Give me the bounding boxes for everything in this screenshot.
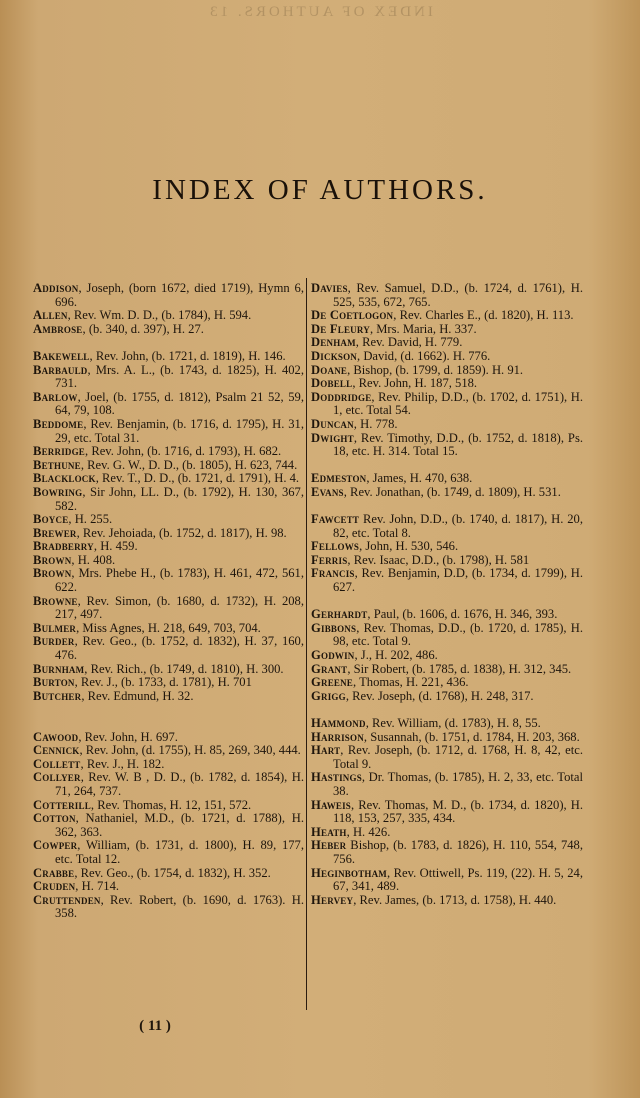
author-name: Dickson	[311, 348, 358, 363]
entry-spacer	[311, 703, 583, 717]
entry-details: , Rev. James, (b. 1713, d. 1758), H. 440.	[353, 892, 557, 907]
index-entry	[311, 336, 583, 350]
entry-details: , Rev. Thomas, D.D., (b. 1720, d. 1785), H. 98, etc. Total 9.	[333, 620, 583, 649]
author-name: Collett	[33, 756, 81, 771]
entry-details: Bishop, (b. 1783, d. 1826), H. 110, 554, 748, 756.	[333, 838, 583, 866]
index-entry	[311, 432, 583, 459]
entry-details: , Rev. Thomas, H. 12, 151, 572.	[90, 797, 252, 812]
entry-details: , Rev. Benjamin, D.D, (b. 1734, d. 1799), H. 627.	[333, 566, 583, 595]
index-entry	[33, 676, 304, 690]
index-entry	[33, 350, 304, 364]
author-name: De Coetlogon	[311, 308, 394, 323]
index-entry	[311, 676, 583, 690]
index-entry	[33, 418, 304, 445]
entry-details: , Rev. Edmund, H. 32.	[81, 688, 194, 703]
author-name: Brown	[33, 552, 72, 567]
index-entry	[33, 758, 304, 772]
author-name: Cennick	[33, 743, 80, 758]
entry-details: , James, H. 470, 638.	[366, 471, 473, 486]
entry-spacer	[311, 595, 583, 609]
index-entry	[311, 350, 583, 364]
index-entry	[311, 771, 583, 798]
author-name: Crabbe	[33, 865, 75, 880]
index-entry	[33, 391, 304, 418]
entry-details: , Rev. G. W., D. D., (b. 1805), H. 623, 744.	[80, 457, 298, 472]
index-entry	[311, 377, 583, 391]
index-entry	[311, 540, 583, 554]
entry-spacer	[33, 336, 304, 350]
author-name: Francis	[311, 566, 355, 581]
index-entry	[33, 839, 304, 866]
author-name: Heginbotham	[311, 865, 388, 880]
author-name: Burder	[33, 634, 75, 649]
index-entry	[311, 282, 583, 309]
entry-details: , David, (d. 1662). H. 776.	[357, 348, 491, 363]
entry-details: , Rev. Samuel, D.D., (b. 1724, d. 1761), H. 525, 535, 672, 765.	[333, 281, 583, 309]
author-name: Haweis	[311, 797, 352, 812]
author-name: Heber	[311, 838, 347, 853]
index-entry	[311, 799, 583, 826]
index-entry	[33, 567, 304, 594]
index-entry	[33, 459, 304, 473]
entry-details: , Dr. Thomas, (b. 1785), H. 2, 33, etc. Total 38.	[333, 770, 583, 798]
index-entry	[311, 663, 583, 677]
index-entry	[33, 663, 304, 677]
index-entry	[311, 418, 583, 432]
index-entry	[33, 894, 304, 921]
index-entry	[33, 540, 304, 554]
index-entry	[311, 567, 583, 594]
author-name: Denham	[311, 335, 356, 350]
author-name: Edmeston	[311, 471, 367, 486]
entry-details: , Rev. Timothy, D.D., (b. 1752, d. 1818), Ps. 18, etc. H. 314. Total 15.	[333, 430, 583, 459]
author-name: Brewer	[33, 525, 77, 540]
entry-details: , Rev. John, H. 697.	[78, 729, 178, 744]
index-entry	[33, 445, 304, 459]
entry-details: , Rev. William, (d. 1783), H. 8, 55.	[365, 716, 541, 730]
author-name: Grigg	[311, 688, 346, 703]
index-entry	[311, 364, 583, 378]
index-entry	[33, 486, 304, 513]
index-entry	[33, 635, 304, 662]
index-entry	[311, 826, 583, 840]
author-name: Cotterill	[33, 797, 91, 812]
author-name: Fawcett	[311, 512, 360, 527]
entry-details: , Rev. Rich., (b. 1749, d. 1810), H. 300.	[84, 661, 284, 676]
index-entry	[33, 799, 304, 813]
author-name: Blacklock	[33, 471, 96, 486]
index-entry	[311, 894, 583, 908]
index-entry	[311, 731, 583, 745]
author-name: Dwight	[311, 430, 354, 445]
page-title: INDEX OF AUTHORS.	[152, 174, 488, 206]
entry-details: , Rev. John, (b. 1716, d. 1793), H. 682.	[85, 444, 282, 459]
entry-details: , H. 255.	[68, 512, 113, 527]
entry-details: , Rev. John, (d. 1755), H. 85, 269, 340, 444.	[79, 743, 301, 758]
author-name: Godwin	[311, 648, 355, 663]
entry-details: , Bishop, (b. 1799, d. 1859). H. 91.	[347, 362, 524, 377]
index-entry	[311, 608, 583, 622]
entry-details: , Joseph, (born 1672, died 1719), Hymn 6, 696.	[55, 281, 304, 309]
entry-details: , Rev. Charles E., (d. 1820), H. 113.	[393, 308, 574, 323]
index-entry	[33, 867, 304, 881]
entry-spacer	[33, 703, 304, 717]
index-entry	[33, 513, 304, 527]
index-entry	[33, 731, 304, 745]
author-name: Doane	[311, 362, 348, 377]
page-number: ( 11 )	[139, 1018, 171, 1034]
entry-details: , H. 778.	[353, 416, 398, 431]
author-name: Barbauld	[33, 362, 88, 377]
author-name: Addison	[33, 281, 79, 295]
bleed-through-running-head: INDEX OF AUTHORS. 13	[207, 4, 433, 20]
entry-details: , Rev. Jehoiada, (b. 1752, d. 1817), H. 98.	[76, 525, 287, 540]
entry-details: , Rev. John, H. 187, 518.	[352, 376, 478, 391]
index-entry	[33, 690, 304, 704]
author-name: Grant	[311, 661, 348, 676]
index-entry	[33, 554, 304, 568]
author-name: Hammond	[311, 716, 366, 730]
index-entry	[311, 690, 583, 704]
entry-spacer	[311, 459, 583, 473]
author-name: Hart	[311, 743, 341, 758]
entry-details: , Rev. David, H. 779.	[355, 335, 463, 350]
entry-details: , Rev. Joseph, (d. 1768), H. 248, 317.	[345, 688, 534, 703]
index-entry	[311, 744, 583, 771]
index-entry	[311, 472, 583, 486]
index-entry	[311, 486, 583, 500]
author-name: Heath	[311, 824, 347, 839]
index-entry	[33, 595, 304, 622]
index-entry	[311, 391, 583, 418]
author-name: Ferris	[311, 552, 348, 567]
index-entry	[311, 839, 583, 866]
entry-details: , John, H. 530, 546.	[359, 539, 459, 554]
author-name: Gibbons	[311, 620, 357, 635]
index-entry	[33, 744, 304, 758]
author-name: Brown	[33, 566, 72, 581]
author-name: Collyer	[33, 770, 81, 785]
author-name: Berridge	[33, 444, 86, 459]
index-entry	[33, 622, 304, 636]
index-entry	[33, 880, 304, 894]
entry-details: , H. 714.	[75, 879, 120, 894]
entry-details: , Rev. J., (b. 1733, d. 1781), H. 701	[74, 675, 252, 690]
entry-details: , Miss Agnes, H. 218, 649, 703, 704.	[76, 620, 261, 635]
index-entry	[311, 309, 583, 323]
index-entry	[311, 867, 583, 894]
index-entry	[33, 472, 304, 486]
entry-details: , Rev. Geo., (b. 1752, d. 1832), H. 37, 160, 476.	[55, 634, 304, 663]
entry-details: , Thomas, H. 221, 436.	[353, 675, 469, 690]
entry-details: , Paul, (b. 1606, d. 1676, H. 346, 393.	[367, 607, 558, 622]
index-entry	[33, 282, 304, 309]
index-entry	[33, 771, 304, 798]
entry-details: , Rev. Simon, (b. 1680, d. 1732), H. 208, 217, 497.	[55, 593, 304, 622]
author-name: Browne	[33, 593, 78, 608]
entry-details: , Rev. Wm. D. D., (b. 1784), H. 594.	[67, 308, 252, 323]
author-name: Beddome	[33, 416, 84, 431]
entry-details: , (b. 340, d. 397), H. 27.	[82, 321, 204, 336]
entry-details: , H. 426.	[346, 824, 391, 839]
author-name: Cawood	[33, 729, 79, 744]
author-name: Dobell	[311, 376, 353, 391]
entry-details: , Mrs. Maria, H. 337.	[369, 321, 477, 336]
author-name: Gerhardt	[311, 607, 368, 622]
author-name: Ambrose	[33, 321, 83, 336]
author-name: Duncan	[311, 416, 354, 431]
entry-spacer	[311, 500, 583, 514]
author-name: Cruttenden	[33, 892, 101, 907]
entry-details: , Rev. Joseph, (b. 1712, d. 1768, H. 8, 42, etc. Total 9.	[333, 743, 583, 771]
entry-details: , Rev. W. B , D. D., (b. 1782, d. 1854), H. 71, 264, 737.	[55, 770, 304, 798]
entry-details: Rev. John, D.D., (b. 1740, d. 1817), H. 20, 82, etc. Total 8.	[333, 512, 583, 540]
index-entry	[33, 323, 304, 337]
right-index-column	[311, 282, 583, 907]
entry-details: , Mrs. Phebe H., (b. 1783), H. 461, 472, 561, 622.	[55, 566, 304, 595]
left-index-column	[33, 282, 304, 921]
entry-spacer	[33, 717, 304, 731]
index-entry	[33, 812, 304, 839]
entry-details: , Susannah, (b. 1751, d. 1784, H. 203, 368.	[363, 729, 580, 744]
entry-details: , Sir Robert, (b. 1785, d. 1838), H. 312, 345.	[347, 661, 572, 676]
author-name: Greene	[311, 675, 354, 690]
entry-details: , H. 408.	[71, 552, 116, 567]
entry-details: , William, (b. 1731, d. 1800), H. 89, 177, etc. Total 12.	[55, 838, 304, 866]
author-name: Bowring	[33, 484, 83, 499]
entry-details: , Rev. John, (b. 1721, d. 1819), H. 146.	[89, 348, 286, 363]
author-name: Boyce	[33, 512, 69, 527]
entry-details: , Rev. Isaac, D.D., (b. 1798), H. 581	[347, 552, 530, 567]
author-name: Bethune	[33, 457, 81, 472]
author-name: Bakewell	[33, 348, 90, 363]
author-name: Cruden	[33, 879, 76, 894]
entry-details: , Rev. Ottiwell, Ps. 119, (22). H. 5, 24, 67, 341, 489.	[333, 865, 583, 894]
author-name: Fellows	[311, 539, 360, 554]
index-entry	[311, 513, 583, 540]
entry-details: , J., H. 202, 486.	[354, 648, 438, 663]
index-entry	[311, 622, 583, 649]
entry-details: , Rev. Jonathan, (b. 1749, d. 1809), H. 531.	[343, 484, 561, 499]
index-entry	[311, 554, 583, 568]
author-name: Butcher	[33, 688, 82, 703]
author-name: Burnham	[33, 661, 85, 676]
author-name: Hastings	[311, 770, 362, 785]
author-name: Bulmer	[33, 620, 77, 635]
author-name: De Fleury	[311, 321, 370, 336]
entry-details: , Sir John, LL. D., (b. 1792), H. 130, 367, 582.	[55, 484, 304, 513]
author-name: Davies	[311, 281, 348, 295]
index-entry	[33, 364, 304, 391]
entry-details: , Rev. Geo., (b. 1754, d. 1832), H. 352.	[74, 865, 271, 880]
author-name: Allen	[33, 308, 68, 323]
author-name: Doddridge	[311, 389, 372, 404]
entry-details: , Nathaniel, M.D., (b. 1721, d. 1788), H. 362, 363.	[55, 811, 304, 839]
author-name: Cowper	[33, 838, 78, 853]
author-name: Cotton	[33, 811, 76, 826]
entry-details: , Rev. J., H. 182.	[80, 756, 165, 771]
index-entry	[33, 527, 304, 541]
column-divider	[306, 278, 307, 1010]
author-name: Evans	[311, 484, 344, 499]
index-entry	[311, 717, 583, 731]
entry-details: , Joel, (b. 1755, d. 1812), Psalm 21 52, 59, 64, 79, 108.	[55, 389, 304, 418]
entry-details: , Rev. Philip, D.D., (b. 1702, d. 1751), H. 1, etc. Total 54.	[333, 389, 583, 418]
index-entry	[311, 649, 583, 663]
index-entry	[33, 309, 304, 323]
author-name: Bradberry	[33, 539, 94, 554]
author-name: Burton	[33, 675, 75, 690]
entry-details: , H. 459.	[93, 539, 138, 554]
index-entry	[311, 323, 583, 337]
entry-details: , Rev. T., D. D., (b. 1721, d. 1791), H. 4.	[95, 471, 300, 486]
entry-details: , Rev. Robert, (b. 1690, d. 1763). H. 358.	[55, 892, 304, 921]
entry-details: , Rev. Thomas, M. D., (b. 1734, d. 1820), H. 118, 153, 257, 335, 434.	[333, 797, 583, 826]
author-name: Barlow	[33, 389, 78, 404]
entry-details: , Mrs. A. L., (b. 1743, d. 1825), H. 402, 731.	[55, 362, 304, 391]
author-name: Harrison	[311, 729, 364, 744]
entry-details: , Rev. Benjamin, (b. 1716, d. 1795), H. 31, 29, etc. Total 31.	[55, 416, 304, 445]
author-name: Hervey	[311, 892, 354, 907]
